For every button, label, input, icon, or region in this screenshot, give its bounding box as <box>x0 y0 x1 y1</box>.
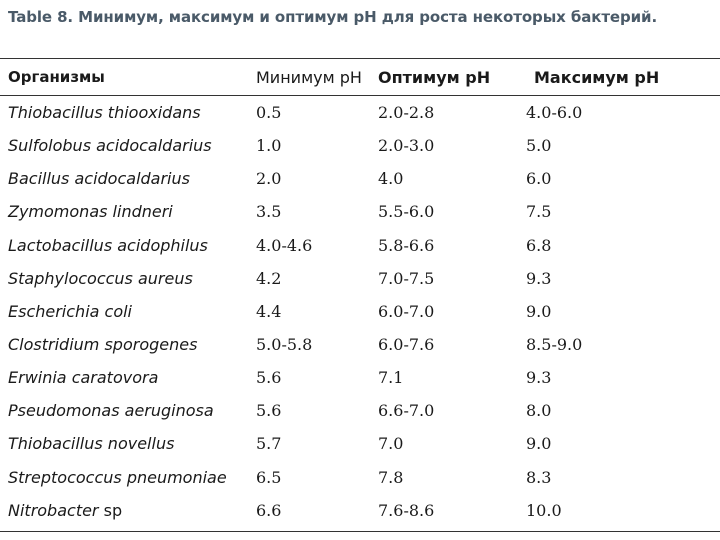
organism-cell <box>0 427 246 460</box>
header-row <box>0 59 720 96</box>
organism-cell <box>0 494 246 527</box>
opt-ph-cell: 6.0-7.0 <box>378 301 435 321</box>
min-ph-cell: 5.0-5.8 <box>256 335 313 355</box>
table-row <box>0 162 720 195</box>
table-row <box>0 96 720 130</box>
organism-cell <box>0 129 246 162</box>
organism-name: Clostridium sporogenes <box>8 335 198 355</box>
min-ph-cell: 6.6 <box>256 500 282 520</box>
organism-name: Lactobacillus acidophilus <box>8 235 208 255</box>
organism-cell <box>0 394 246 427</box>
opt-ph-cell: 5.5-6.0 <box>378 202 435 222</box>
organism-cell <box>0 295 246 328</box>
organism-cell <box>0 195 246 228</box>
min-ph-cell: 5.6 <box>256 368 282 388</box>
min-ph-cell: 4.2 <box>256 268 282 288</box>
opt-ph-cell: 2.0-2.8 <box>378 103 435 123</box>
opt-ph-cell: 7.6-8.6 <box>378 500 435 520</box>
max-ph-cell: 9.0 <box>526 434 552 454</box>
table-row <box>0 427 720 460</box>
table-row <box>0 262 720 295</box>
table-row <box>0 394 720 427</box>
max-ph-cell: 9.0 <box>526 301 552 321</box>
organism-cell <box>0 262 246 295</box>
organism-cell <box>0 229 246 262</box>
max-ph-cell: 6.0 <box>526 169 552 189</box>
opt-ph-cell: 7.0-7.5 <box>378 268 435 288</box>
table-row <box>0 295 720 328</box>
opt-ph-cell: 6.0-7.6 <box>378 335 435 355</box>
organism-name: Pseudomonas aeruginosa <box>8 401 214 421</box>
opt-ph-cell: 7.8 <box>378 467 404 487</box>
organism-name: Streptococcus pneumoniae <box>8 467 227 487</box>
header-opt-ph: Оптимум pH <box>368 59 518 96</box>
min-ph-cell: 5.7 <box>256 434 282 454</box>
opt-ph-cell: 6.6-7.0 <box>378 401 435 421</box>
organism-cell <box>0 328 246 361</box>
organism-cell <box>0 162 246 195</box>
header-min-ph: Минимум pH <box>246 59 368 96</box>
opt-ph-cell: 2.0-3.0 <box>378 136 435 156</box>
opt-ph-cell: 7.0 <box>378 434 404 454</box>
table-row <box>0 195 720 228</box>
organism-name: Sulfolobus acidocaldarius <box>8 136 212 156</box>
max-ph-cell: 6.8 <box>526 235 552 255</box>
ph-table <box>0 59 720 527</box>
table-title: Table 8. Минимум, максимум и оптимум pH для роста некоторых бактерий. <box>8 8 658 26</box>
header-organism: Организмы <box>0 59 246 96</box>
max-ph-cell: 10.0 <box>526 500 562 520</box>
opt-ph-cell: 4.0 <box>378 169 404 189</box>
organism-name: Zymomonas lindneri <box>8 202 173 222</box>
organism-cell <box>0 361 246 394</box>
max-ph-cell: 5.0 <box>526 136 552 156</box>
table-row <box>0 328 720 361</box>
table-row <box>0 229 720 262</box>
table-header <box>0 59 720 96</box>
bottom-rule <box>0 531 720 532</box>
min-ph-cell: 4.4 <box>256 301 282 321</box>
organism-name: Thiobacillus thiooxidans <box>8 103 201 123</box>
max-ph-cell: 7.5 <box>526 202 552 222</box>
organism-name: Erwinia caratovora <box>8 368 159 388</box>
table-row <box>0 361 720 394</box>
max-ph-cell: 8.5-9.0 <box>526 335 583 355</box>
organism-name: Staphylococcus aureus <box>8 268 193 288</box>
min-ph-cell: 2.0 <box>256 169 282 189</box>
max-ph-cell: 4.0-6.0 <box>526 103 583 123</box>
max-ph-cell: 8.0 <box>526 401 552 421</box>
table-body <box>0 96 720 527</box>
max-ph-cell: 8.3 <box>526 467 552 487</box>
table-row <box>0 494 720 527</box>
min-ph-cell: 6.5 <box>256 467 282 487</box>
min-ph-cell: 5.6 <box>256 401 282 421</box>
max-ph-cell: 9.3 <box>526 368 552 388</box>
organism-name: Thiobacillus novellus <box>8 434 175 454</box>
min-ph-cell: 0.5 <box>256 103 282 123</box>
organism-cell <box>0 461 246 494</box>
header-max-ph: Максимум pH <box>518 59 720 96</box>
table-row <box>0 461 720 494</box>
organism-name: Bacillus acidocaldarius <box>8 169 190 189</box>
organism-suffix: sp <box>98 500 123 520</box>
min-ph-cell: 4.0-4.6 <box>256 235 313 255</box>
opt-ph-cell: 7.1 <box>378 368 404 388</box>
opt-ph-cell: 5.8-6.6 <box>378 235 435 255</box>
min-ph-cell: 1.0 <box>256 136 282 156</box>
organism-cell <box>0 96 246 130</box>
min-ph-cell: 3.5 <box>256 202 282 222</box>
max-ph-cell: 9.3 <box>526 268 552 288</box>
organism-name: Nitrobacter <box>8 500 99 520</box>
organism-name: Escherichia coli <box>8 301 132 321</box>
table-row <box>0 129 720 162</box>
